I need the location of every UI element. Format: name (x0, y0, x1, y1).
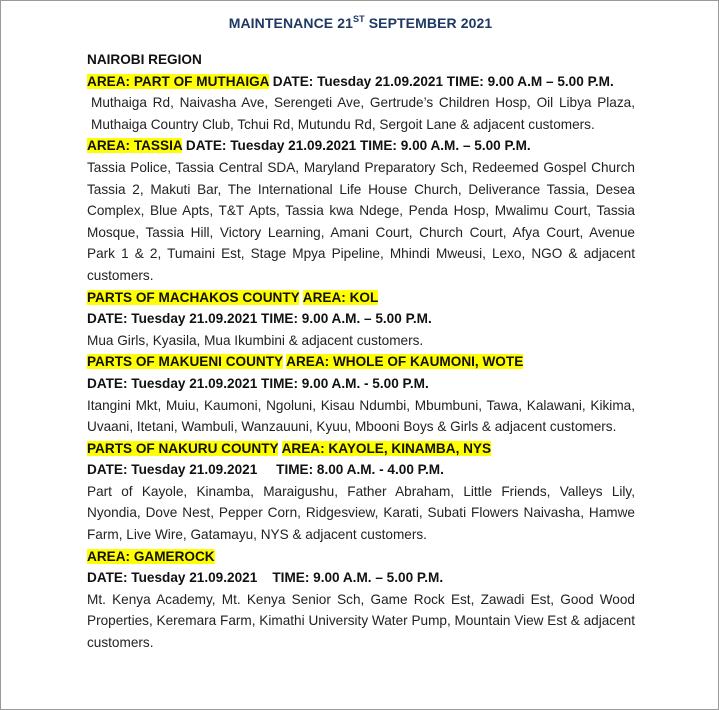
schedule-text: DATE: Tuesday 21.09.2021 TIME: 9.00 A.M. – 5.00 P.M. (182, 138, 531, 154)
section-heading (87, 71, 635, 93)
schedule-text: DATE: Tuesday 21.09.2021 TIME: 8.00 A.M. - 4.00 P.M. (87, 462, 444, 478)
schedule-text: DATE: Tuesday 21.09.2021 TIME: 9.00 A.M. – 5.00 P.M. (87, 311, 432, 327)
section-gamerock (87, 546, 635, 654)
notice-body (87, 49, 635, 654)
area-label: AREA: KAYOLE, KINAMBA, NYS (281, 440, 492, 456)
county-label: PARTS OF NAKURU COUNTY (87, 440, 279, 456)
section-heading (87, 135, 635, 157)
section-tassia (87, 135, 635, 286)
section-nakuru (87, 438, 635, 546)
area-label: AREA: KOL (302, 289, 379, 305)
section-heading (87, 287, 635, 309)
title-prefix: MAINTENANCE 21 (228, 15, 354, 31)
schedule-text: DATE: Tuesday 21.09.2021 TIME: 9.00 A.M – 5.00 P.M. (269, 73, 614, 89)
affected-places: Mt. Kenya Academy, Mt. Kenya Senior Sch, Game Rock Est, Zawadi Est, Good Wood Properties, Keremara Farm, Kimathi University Water Pump, Mountain View Est & adjacent customers. (87, 591, 635, 651)
county-label: PARTS OF MAKUENI COUNTY (87, 354, 283, 370)
section-heading (87, 351, 635, 373)
area-label: AREA: TASSIA (87, 138, 183, 154)
area-label: AREA: WHOLE OF KAUMONI, WOTE (286, 354, 524, 370)
area-label: AREA: GAMEROCK (87, 548, 215, 564)
page-title (1, 15, 719, 31)
affected-places: Muthaiga Rd, Naivasha Ave, Serengeti Ave, Gertrude’s Children Hosp, Oil Libya Plaza, Muthaiga Country Club, Tchui Rd, Mutundu Rd, Sergoit Lane & adjacent customers. (91, 95, 635, 132)
section-machakos (87, 287, 635, 352)
section-muthaiga (87, 71, 635, 136)
section-heading (87, 546, 635, 568)
affected-places: Tassia Police, Tassia Central SDA, Maryland Preparatory Sch, Redeemed Gospel Church Tassia 2, Makuti Bar, The International Life House Church, Deliverance Tassia, Desea Complex, Blue Apts, T&T Apts, Tassia kwa Ndege, Penda Hosp, Mwalimu Court, Tassia Mosque, Tassia Hill, Victory Learning, Amani Court, Church Court, Afya Court, Avenue Park 1 & 2, Tumaini Est, Stage Mpya Pipeline, Mhindi Mweusi, Lexo, NGO & adjacent customers. (87, 159, 635, 283)
area-label: AREA: PART OF MUTHAIGA (87, 73, 269, 89)
affected-places: Part of Kayole, Kinamba, Maraigushu, Father Abraham, Little Friends, Valleys Lily, Nyondia, Dove Nest, Pepper Corn, Ridgesview, Karati, Subati Flowers Naivasha, Hamwe Farm, Live Wire, Gatamayu, NYS & adjacent customers. (87, 483, 635, 543)
title-superscript: ST (353, 14, 365, 24)
schedule-text: DATE: Tuesday 21.09.2021 TIME: 9.00 A.M. - 5.00 P.M. (87, 375, 429, 391)
affected-places: Itangini Mkt, Muiu, Kaumoni, Ngoluni, Kisau Ndumbi, Mbumbuni, Tawa, Kalawani, Kikima, Uvaani, Itetani, Wambuli, Wanzauuni, Kyuu, Mbooni Boys & Girls & adjacent customers. (87, 397, 635, 435)
section-makueni (87, 351, 635, 437)
title-suffix: SEPTEMBER 2021 (364, 15, 493, 31)
affected-places: Mua Girls, Kyasila, Mua Ikumbini & adjacent customers. (87, 332, 424, 348)
section-heading (87, 438, 635, 460)
county-label: PARTS OF MACHAKOS COUNTY (87, 289, 300, 305)
region-heading: NAIROBI REGION (87, 52, 202, 67)
schedule-text: DATE: Tuesday 21.09.2021 TIME: 9.00 A.M. – 5.00 P.M. (87, 570, 444, 586)
